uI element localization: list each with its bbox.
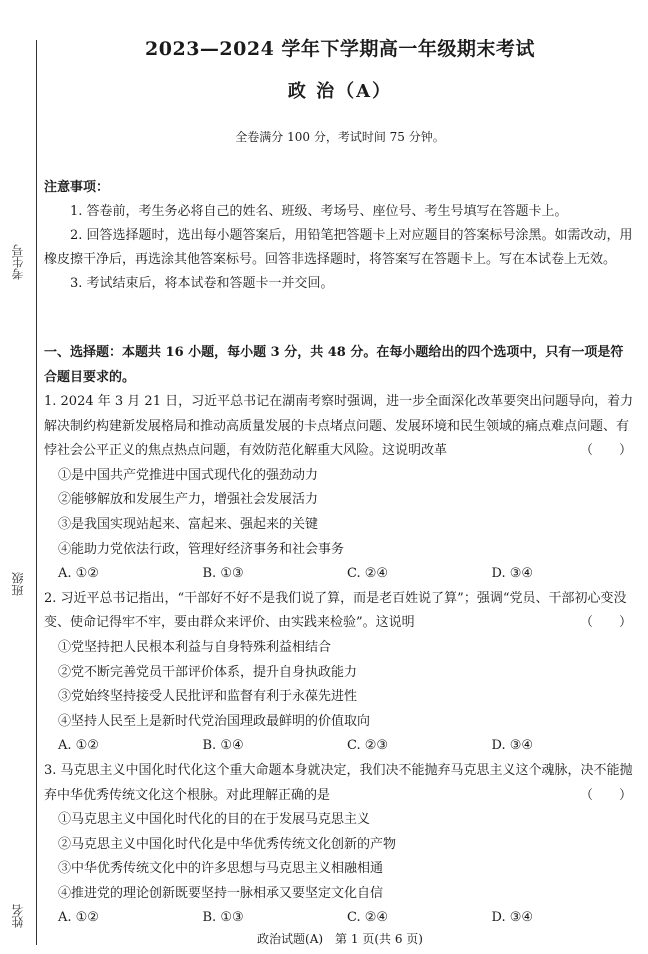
choice-b: B. ①④ bbox=[202, 738, 244, 754]
question-option: ①是中国共产党推进中国式现代化的强劲动力 bbox=[58, 467, 319, 483]
answer-parenthesis: （ ） bbox=[579, 787, 632, 803]
question-option: ②党不断完善党员干部评价体系，提升自身执政能力 bbox=[58, 664, 358, 680]
question-option: ③中华优秀传统文化中的许多思想与马克思主义相融相通 bbox=[58, 861, 384, 877]
answer-choices bbox=[44, 562, 636, 587]
choice-a: A. ①② bbox=[58, 910, 99, 926]
answer-choices bbox=[44, 734, 636, 759]
question-list bbox=[44, 390, 636, 931]
question-option: ④推进党的理论创新既要坚持一脉相承又要坚定文化自信 bbox=[58, 885, 384, 901]
question-option: ②能够解放和发展生产力，增强社会发展活力 bbox=[58, 492, 319, 508]
choice-b: B. ①③ bbox=[202, 910, 244, 926]
answer-parenthesis: （ ） bbox=[579, 615, 632, 631]
exam-number-label: 考生号 bbox=[11, 244, 25, 280]
choice-d: D. ③④ bbox=[491, 566, 534, 582]
subject-title: 政 治（A） bbox=[287, 81, 393, 102]
choice-a: A. ①② bbox=[58, 738, 99, 754]
question-text: 2. 习近平总书记指出，“干部好不好不是我们说了算，而是老百姓说了算”；强调“党员、干部初心变没变、使命记得牢不牢，要由群众来评价、由实践来检验”。这说明 bbox=[44, 590, 627, 631]
notice-item: 2. 回答选择题时，选出每小题答案后，用铅笔把答题卡上对应题目的答案标号涂黑。如需改动，用橡皮擦干净后，再选涂其他答案标号。回答非选择题时，将答案写在答题卡上。写在本试卷上无效。 bbox=[44, 228, 633, 267]
question-option: ①马克思主义中国化时代化的目的在于发展马克思主义 bbox=[58, 812, 371, 828]
choice-a: A. ①② bbox=[58, 566, 99, 582]
question-stem bbox=[44, 390, 636, 464]
notice-item: 1. 答卷前，考生务必将自己的姓名、班级、考场号、座位号、考生号填写在答题卡上。 bbox=[70, 204, 568, 219]
choice-c: C. ②③ bbox=[347, 738, 389, 754]
notice-section bbox=[44, 176, 636, 296]
question-option: ①党坚持把人民根本利益与自身特殊利益相结合 bbox=[58, 639, 332, 655]
answer-choices bbox=[44, 906, 636, 931]
question-option: ③是我国实现站起来、富起来、强起来的关键 bbox=[58, 516, 319, 532]
name-label: 姓名 bbox=[11, 904, 25, 928]
question-option: ③党始终坚持接受人民批评和监督有利于永葆先进性 bbox=[58, 689, 358, 705]
question-option: ④坚持人民至上是新时代党治国理政最鲜明的价值取向 bbox=[58, 713, 371, 729]
question-text: 3. 马克思主义中国化时代化这个重大命题本身就决定，我们决不能抛弃马克思主义这个魂脉，决不能抛弃中华优秀传统文化这个根脉。对此理解正确的是 bbox=[44, 762, 633, 803]
choice-c: C. ②④ bbox=[347, 566, 389, 582]
question-item bbox=[44, 759, 636, 931]
class-label: 班级 bbox=[11, 572, 25, 596]
exam-meta: 全卷满分 100 分，考试时间 75 分钟。 bbox=[235, 130, 445, 144]
question-item bbox=[44, 390, 636, 587]
exam-title: 2023—2024 学年下学期高一年级期末考试 bbox=[145, 38, 535, 60]
question-stem bbox=[44, 759, 636, 808]
question-text: 1. 2024 年 3 月 21 日，习近平总书记在湖南考察时强调，进一步全面深化改革要突出问题导向，着力解决制约构建新发展格局和推动高质量发展的卡点堵点问题、发展环境和民生领域的痛点难点问题、有悖社会公平正义的焦点热点问题，有效防范化解重大风险。这说明改革 bbox=[44, 394, 634, 459]
choice-d: D. ③④ bbox=[491, 738, 534, 754]
choice-b: B. ①③ bbox=[202, 566, 244, 582]
answer-parenthesis: （ ） bbox=[579, 443, 632, 459]
notice-heading: 注意事项： bbox=[44, 180, 110, 195]
notice-item: 3. 考试结束后，将本试卷和答题卡一并交回。 bbox=[70, 276, 334, 291]
binding-margin-line bbox=[36, 40, 37, 945]
choice-c: C. ②④ bbox=[347, 910, 389, 926]
question-stem bbox=[44, 587, 636, 636]
question-option: ②马克思主义中国化时代化是中华优秀传统文化创新的产物 bbox=[58, 836, 397, 852]
question-item bbox=[44, 587, 636, 759]
section-heading: 一、选择题：本题共 16 小题，每小题 3 分，共 48 分。在每小题给出的四个选项中，只有一项是符合题目要求的。 bbox=[44, 345, 624, 385]
choice-d: D. ③④ bbox=[491, 910, 534, 926]
question-option: ④能助力党依法行政，管理好经济事务和社会事务 bbox=[58, 541, 345, 557]
page-footer: 政治试题(A) 第 1 页(共 6 页) bbox=[257, 932, 423, 946]
